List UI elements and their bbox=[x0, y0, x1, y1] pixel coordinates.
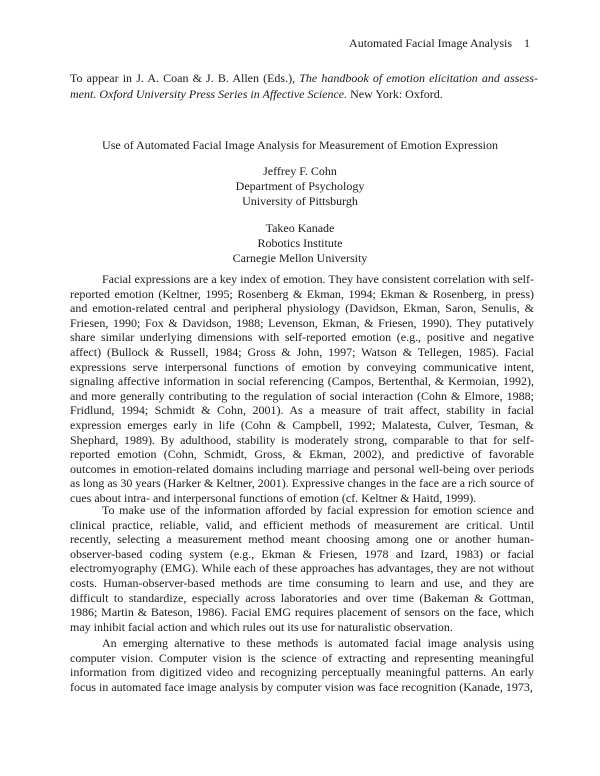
paper-title: Use of Automated Facial Image Analysis for Measurement of Emotion Expression bbox=[102, 138, 498, 152]
author-affiliation: Department of Psychology bbox=[235, 179, 365, 193]
author-block-2 bbox=[150, 221, 450, 266]
citation-book-title: The handbook of emotion elicitation and assess-ment. Oxford University Press Series in Affective Science. bbox=[70, 71, 538, 101]
citation-note bbox=[70, 70, 538, 102]
body-paragraph-2: To make use of the information afforded by facial expression for emotion science and clinical practice, reliable, valid, and efficient methods of measurement are critical. Until recently, selecting a measurement method meant choosing among one or another human-observer-based coding system (e.g., Ekman & Friesen, 1978 and Izard, 1983) or facial electromyography (EMG). While each of these approaches has advantages, they are not without costs. Human-observer-based methods are time consuming to learn and use, and they are difficult to standardize, especially across laboratories and over time (Bakeman & Gottman, 1986; Martin & Bateson, 1986). Facial EMG requires placement of sensors on the face, which may inhibit facial action and which rules out its use for naturalistic observation. bbox=[70, 503, 534, 634]
author-block-1 bbox=[150, 164, 450, 209]
author-affiliation: Robotics Institute bbox=[257, 236, 343, 250]
body-paragraph-1: Facial expressions are a key index of emotion. They have consistent correlation with self-reported emotion (Keltner, 1995; Rosenberg & Ekman, 1994; Ekman & Rosenberg, in press) and emotion-related central and peripheral physiology (Davidson, Ekman, Saron, Senulis, & Friesen, 1990; Fox & Davidson, 1988; Levenson, Ekman, & Friesen, 1990). They putatively share similar underlying dimensions with self-reported emotion (e.g., positive and negative affect) (Bullock & Russell, 1984; Gross & John, 1997; Watson & Tellegen, 1985). Facial expressions serve interpersonal functions of emotion by conveying communicative intent, signaling affective information in social referencing (Campos, Bertenthal, & Kermoian, 1992), and more generally contributing to the regulation of social interaction (Cohn & Elmore, 1988; Fridlund, 1994; Schmidt & Cohn, 2001). As a measure of trait affect, stability in facial expression emerges early in life (Cohn & Campbell, 1992; Malatesta, Culver, Tesman, & Shephard, 1989). By adulthood, stability is moderately strong, comparable to that for self-reported emotion (Cohn, Schmidt, Gross, & Ekman, 2002), and predictive of favorable outcomes in emotion-related domains including marriage and personal well-being over periods as long as 30 years (Harker & Keltner, 2001). Expressive changes in the face are a rich source of cues about intra- and interpersonal functions of emotion (cf. Keltner & Haitd, 1999). bbox=[70, 272, 534, 505]
author-institution: Carnegie Mellon University bbox=[232, 251, 368, 265]
running-header bbox=[349, 36, 530, 50]
citation-prefix: To appear in J. A. Coan & J. B. Allen (Eds.), bbox=[70, 71, 300, 85]
body-paragraph-3: An emerging alternative to these methods is automated facial image analysis using computer vision. Computer vision is the science of extracting and representing meaningful information from digitized video and recognizing perceptually meaningful patterns. An early focus in automated face image analysis by computer vision was face recognition (Kanade, 1973, bbox=[70, 636, 534, 694]
author-name: Takeo Kanade bbox=[265, 221, 335, 235]
citation-suffix: New York: Oxford. bbox=[347, 87, 443, 101]
author-name: Jeffrey F. Cohn bbox=[263, 164, 337, 178]
page-number: 1 bbox=[524, 36, 530, 50]
author-institution: University of Pittsburgh bbox=[242, 194, 358, 208]
running-title: Automated Facial Image Analysis bbox=[349, 36, 512, 50]
